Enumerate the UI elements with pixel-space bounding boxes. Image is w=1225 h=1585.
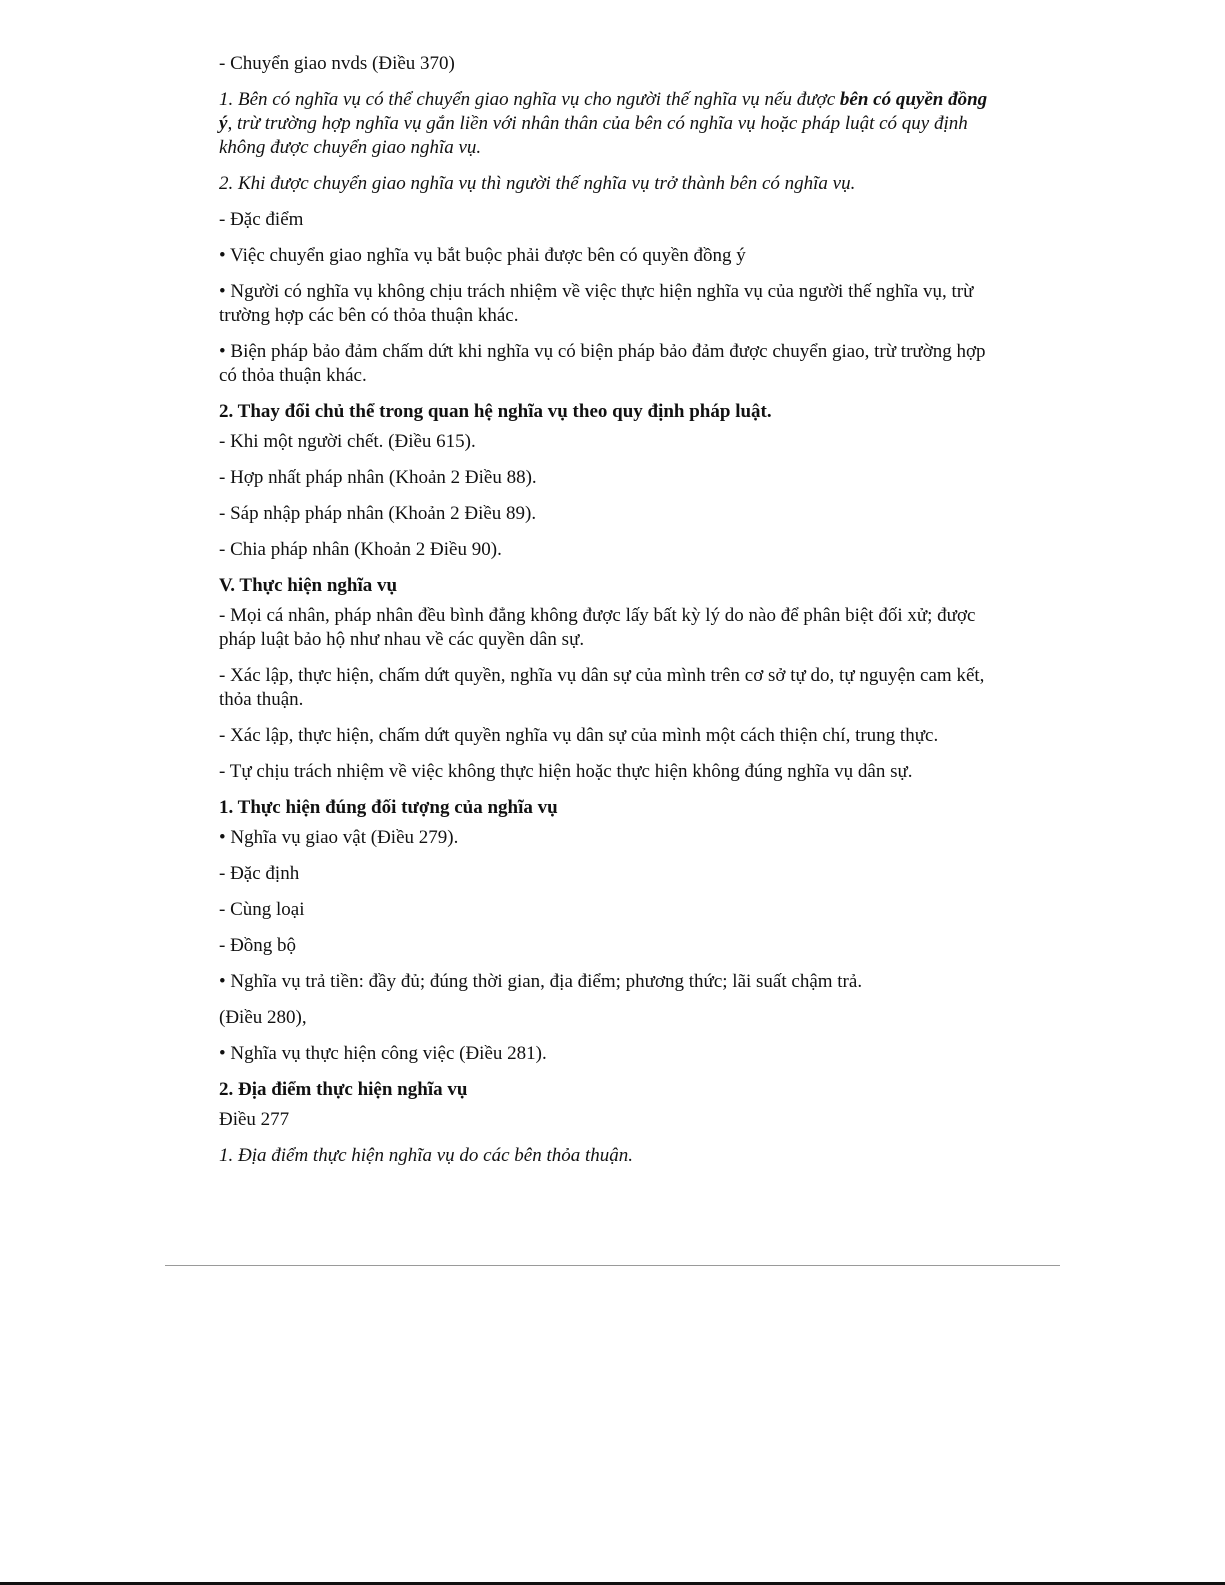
text-line: - Chuyển giao nvds (Điều 370) (219, 53, 455, 74)
bullet-item: • Nghĩa vụ trả tiền: đầy đủ; đúng thời gian, địa điểm; phương thức; lãi suất chậm trả. (219, 971, 863, 992)
section-heading: 2. Địa điểm thực hiện nghĩa vụ (219, 1079, 468, 1100)
bullet-item: • Người có nghĩa vụ không chịu trách nhiệm về việc thực hiện nghĩa vụ của người thế nghĩa vụ, trừ trường hợp các bên có thỏa thuận khác. (219, 281, 974, 326)
page-divider (165, 1265, 1060, 1266)
text-line: Điều 277 (219, 1109, 290, 1130)
text-line: - Sáp nhập pháp nhân (Khoản 2 Điều 89). (219, 503, 537, 524)
bullet-item: • Việc chuyển giao nghĩa vụ bắt buộc phải được bên có quyền đồng ý (219, 245, 746, 266)
text-line: - Đặc định (219, 863, 300, 884)
text-line: - Xác lập, thực hiện, chấm dứt quyền nghĩa vụ dân sự của mình một cách thiện chí, trung thực. (219, 725, 939, 746)
text-line: (Điều 280), (219, 1007, 307, 1028)
bullet-item: • Nghĩa vụ giao vật (Điều 279). (219, 827, 459, 848)
text-line: - Hợp nhất pháp nhân (Khoản 2 Điều 88). (219, 467, 537, 488)
text-line: - Chia pháp nhân (Khoản 2 Điều 90). (219, 539, 502, 560)
text-line: - Mọi cá nhân, pháp nhân đều bình đẳng không được lấy bất kỳ lý do nào để phân biệt đối xử; được pháp luật bảo hộ như nhau về các quyền dân sự. (219, 605, 976, 650)
quoted-clause-1 (219, 88, 999, 160)
text-line: - Khi một người chết. (Điều 615). (219, 431, 476, 452)
quoted-clause-3: 1. Địa điểm thực hiện nghĩa vụ do các bên thỏa thuận. (219, 1145, 634, 1166)
emphasis-text: bên có quyền đồng ý (219, 89, 988, 134)
text-line: - Tự chịu trách nhiệm về việc không thực hiện hoặc thực hiện không đúng nghĩa vụ dân sự. (219, 761, 913, 782)
text-line: - Đặc điểm (219, 209, 304, 230)
quoted-clause-2: 2. Khi được chuyển giao nghĩa vụ thì người thế nghĩa vụ trở thành bên có nghĩa vụ. (219, 173, 856, 194)
text-line: - Xác lập, thực hiện, chấm dứt quyền, nghĩa vụ dân sự của mình trên cơ sở tự do, tự nguyện cam kết, thỏa thuận. (219, 665, 985, 710)
section-heading: 1. Thực hiện đúng đối tượng của nghĩa vụ (219, 797, 558, 818)
bullet-item: • Biện pháp bảo đảm chấm dứt khi nghĩa vụ có biện pháp bảo đảm được chuyển giao, trừ trường hợp có thỏa thuận khác. (219, 341, 986, 386)
text-line: - Đồng bộ (219, 935, 297, 956)
section-heading: V. Thực hiện nghĩa vụ (219, 575, 398, 596)
bullet-item: • Nghĩa vụ thực hiện công việc (Điều 281). (219, 1043, 547, 1064)
document-body (219, 52, 999, 1180)
section-heading: 2. Thay đổi chủ thể trong quan hệ nghĩa vụ theo quy định pháp luật. (219, 401, 772, 422)
text-line: - Cùng loại (219, 899, 305, 920)
clause-text: 1. Bên có nghĩa vụ có thể chuyển giao nghĩa vụ cho người thế nghĩa vụ nếu được (219, 89, 840, 110)
clause-text: , trừ trường hợp nghĩa vụ gắn liền với nhân thân của bên có nghĩa vụ hoặc pháp luật có quy định không được chuyển giao nghĩa vụ. (219, 113, 968, 158)
